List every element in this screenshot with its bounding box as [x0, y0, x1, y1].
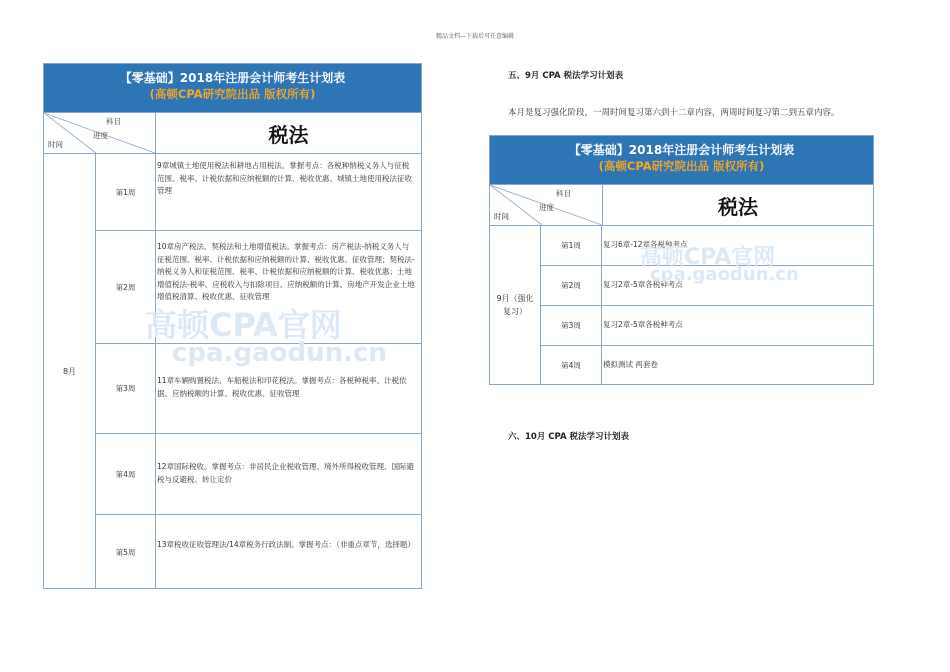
section6-title: 六、10月 CPA 税法学习计划表 [508, 432, 630, 442]
table-row [96, 343, 421, 433]
diag-progress-label: 进度 [93, 131, 108, 140]
diag-progress-label: 进度 [539, 203, 554, 212]
month-cell: 8月 [44, 154, 96, 588]
section5-paragraph: 本月是复习强化阶段，一周时间复习第六到十二章内容，两周时间复习第二到五章内容。 [508, 108, 840, 118]
content-cell: 11章车辆购置税法、车船税法和印花税法。掌握考点：各税种税率、计税依据、应纳税额的计算、税收优惠、征收管理 [157, 376, 407, 398]
content-cell: 复习2章-5章各税种考点 [603, 280, 683, 290]
content-cell: 9章城镇土地使用税法和耕地占用税法。掌握考点：各税种纳税义务人与征税范围、税率、计税依据和应纳税额的计算、税收优惠、城镇土地使用税法征收管理 [157, 161, 412, 195]
subject-title: 税法 [268, 122, 309, 147]
table-title: 【零基础】2018年注册会计师考生计划表 [568, 143, 795, 157]
table-row [541, 226, 873, 265]
content-cell: 复习6章-12章各税种考点 [603, 240, 688, 250]
content-cell: 10章房产税法、契税法和土地增值税法。掌握考点：房产税法-纳税义务人与征税范围、税率、计税依据和应纳税额的计算、税收优惠、征收管理；契税法-纳税义务人和征税范围、税率、计税依据和应纳税额的计算、税收优惠；土地增值税法-税率、应税收入与扣除项目、应纳税额的计算、房地产开发企业土地增值税清算、税收优惠、征收管理 [157, 242, 415, 301]
watermark-brand-left: 高顿CPA官网 [145, 306, 342, 344]
table-subtitle: (高顿CPA研究院出品 版权所有) [598, 159, 765, 173]
table-row [96, 230, 421, 343]
week-cell: 第3周 [541, 306, 602, 345]
diagonal-header-cell [44, 113, 156, 153]
table-header [490, 136, 873, 184]
week-cell: 第2周 [541, 266, 602, 305]
watermark-brand-right: 高顿CPA官网 [640, 245, 776, 270]
content-cell: 复习2章-5章各税种考点 [603, 320, 683, 330]
table-header [44, 64, 421, 112]
week-cell: 第3周 [96, 344, 156, 433]
content-cell: 12章国际税收。掌握考点：非居民企业税收管理、境外所得税收管理、国际避税与反避税、转让定价 [157, 462, 415, 484]
table-title: 【零基础】2018年注册会计师考生计划表 [119, 71, 346, 85]
table-row [96, 154, 421, 230]
page-header-note: 精品文档---下载后可任意编辑 [435, 33, 515, 40]
diag-subject-label: 科目 [106, 117, 121, 126]
diag-time-label: 时间 [48, 140, 63, 149]
table-row [541, 265, 873, 305]
section5-title: 五、9月 CPA 税法学习计划表 [508, 71, 624, 81]
week-cell: 第1周 [96, 154, 156, 230]
diag-subject-label: 科目 [556, 189, 571, 198]
watermark-url-right: cpa.gaodun.cn [650, 264, 799, 285]
content-cell: 13章税收征收管理法/14章税务行政法制。掌握考点：（非重点章节，选择题） [157, 540, 415, 549]
week-cell: 第1周 [541, 226, 602, 265]
table-row [96, 433, 421, 514]
content-cell: 模拟测试 两套卷 [603, 359, 658, 369]
week-cell: 第4周 [541, 346, 602, 384]
diag-time-label: 时间 [494, 212, 509, 221]
watermark-url-left: cpa.gaodun.cn [172, 338, 387, 368]
table-subtitle: (高顿CPA研究院出品 版权所有) [149, 87, 316, 101]
diagonal-header-cell [490, 185, 603, 225]
august-plan-table [43, 63, 422, 589]
table-row [541, 345, 873, 384]
subject-title: 税法 [718, 194, 758, 219]
week-cell: 第5周 [96, 515, 156, 589]
week-cell: 第2周 [96, 231, 156, 343]
week-cell: 第4周 [96, 434, 156, 514]
table-row [96, 514, 421, 589]
table-row [541, 305, 873, 345]
september-plan-table [489, 135, 874, 385]
month-cell: 9月（强化复习） [490, 226, 541, 384]
